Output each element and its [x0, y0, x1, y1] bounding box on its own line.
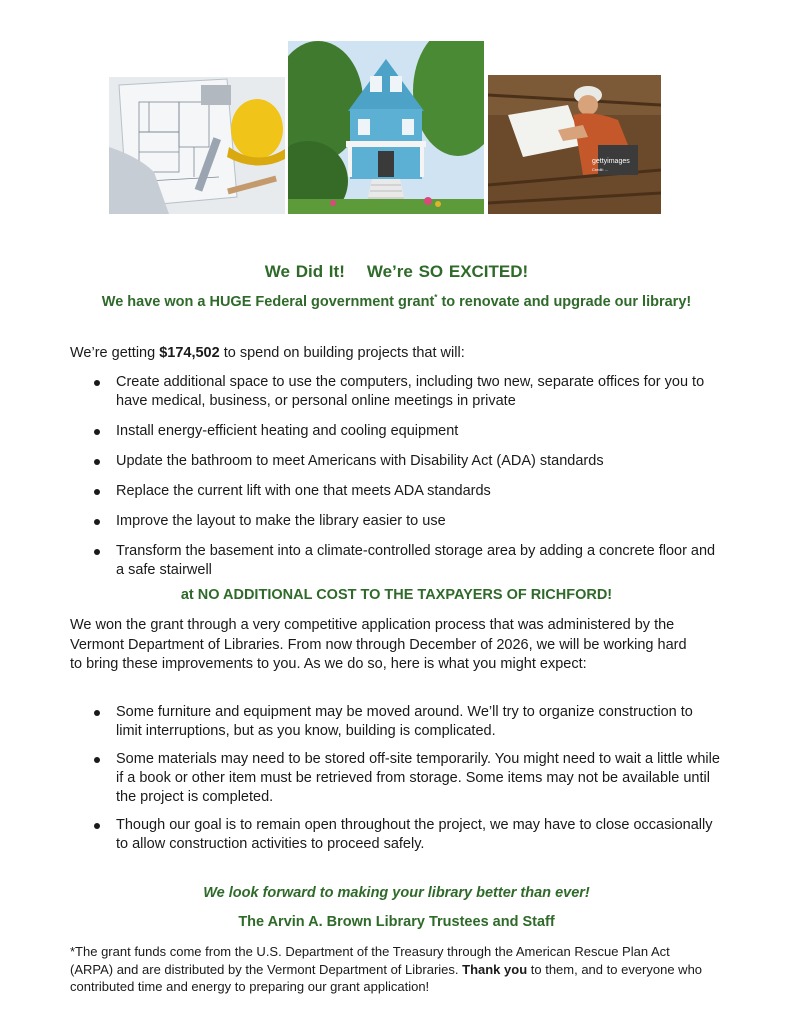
footnote-mark: * [434, 293, 438, 302]
list-item-text: Though our goal is to remain open throughout the project, we may have to close occasionally to allow construction activities to proceed safely. [116, 817, 713, 852]
carpenter-reading-plans-photo [488, 75, 661, 214]
no-cost-statement: at NO ADDITIONAL COST TO THE TAXPAYERS OF RICHFORD! [180, 587, 613, 603]
list-item [70, 482, 720, 501]
subhead-text: We have won a HUGE Federal government grant [101, 294, 435, 310]
intro-before: We’re getting [70, 345, 160, 361]
list-item-text: Some materials may need to be stored off-site temporarily. You might need to wait a little while if a book or other item must be retrieved from storage. Some items may not be available until the project is completed. [116, 751, 720, 805]
headline [0, 262, 793, 282]
list-item-text: Replace the current lift with one that meets ADA standards [116, 483, 491, 499]
list-item [70, 373, 720, 411]
photo-strip [109, 41, 661, 216]
footnote [70, 943, 710, 996]
blueprint-hardhat-photo [109, 77, 285, 214]
bullet-icon [94, 380, 100, 386]
list-item-text: Improve the layout to make the library easier to use [116, 513, 446, 529]
bullet-icon [94, 757, 100, 763]
bullet-icon [94, 459, 100, 465]
list-item [70, 542, 720, 580]
list-item [70, 816, 720, 854]
list-item-text: Update the bathroom to meet Americans with Disability Act (ADA) standards [116, 453, 604, 469]
list-item-text: Transform the basement into a climate-controlled storage area by adding a concrete floor and a safe stairwell [116, 543, 716, 578]
list-item [70, 512, 720, 531]
library-building-photo [288, 41, 484, 214]
bullet-icon [94, 823, 100, 829]
headline-part1: We Did It! [264, 262, 345, 281]
list-item-text: Create additional space to use the computers, including two new, separate offices for you to have medical, business, or personal online meetings in private [116, 374, 705, 409]
list-item [70, 703, 720, 741]
grant-amount: $174,502 [159, 345, 220, 361]
watermark-credit: Credit: ... [592, 167, 609, 172]
grant-paragraph: We won the grant through a very competitive application process that was administered by the Vermont Department of Libraries. From now through December of 2026, we will be working hard to bring these improvements to you. As we do so, here is what you might expect: [70, 617, 687, 672]
footnote-thanks: Thank you [462, 961, 528, 977]
footnote-after: to them, and to everyone who contributed time and energy to preparing our grant application! [70, 961, 703, 994]
list-item [70, 452, 720, 471]
bullet-icon [94, 489, 100, 495]
subhead-rest: to renovate and upgrade our library! [437, 294, 692, 310]
projects-list [70, 373, 720, 591]
subheadline [0, 294, 793, 310]
intro-after: to spend on building projects that will: [219, 345, 465, 361]
expectations-list [70, 703, 720, 863]
bullet-icon [94, 710, 100, 716]
list-item [70, 422, 720, 441]
bullet-icon [94, 429, 100, 435]
bullet-icon [94, 549, 100, 555]
watermark-text: gettyimages [592, 158, 630, 165]
list-item-text: Some furniture and equipment may be moved around. We’ll try to organize construction to limit interruptions, but as you know, building is complicated. [116, 704, 693, 739]
list-item [70, 750, 720, 807]
list-item-text: Install energy-efficient heating and cooling equipment [116, 423, 459, 439]
footnote-before: *The grant funds come from the U.S. Department of the Treasury through the American Rescue Plan Act (ARPA) and are distributed by the Vermont Department of Libraries. [70, 944, 670, 977]
headline-part2: We’re SO EXCITED! [366, 262, 529, 281]
bullet-icon [94, 519, 100, 525]
intro-text [70, 345, 720, 361]
signature: The Arvin A. Brown Library Trustees and Staff [238, 914, 555, 930]
closing-line: We look forward to making your library better than ever! [203, 885, 590, 901]
